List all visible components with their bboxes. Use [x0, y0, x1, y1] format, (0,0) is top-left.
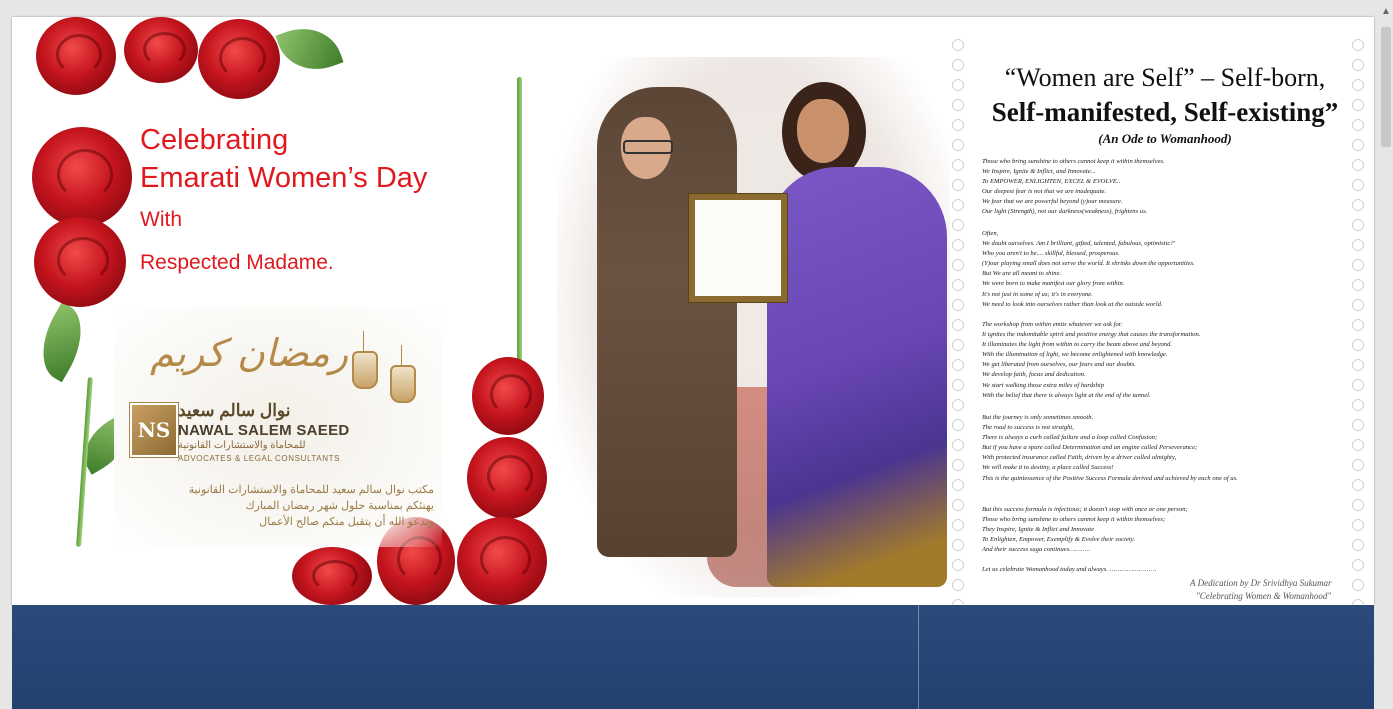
poem-stanza-6	[982, 565, 1352, 575]
rose-decoration	[457, 517, 547, 605]
heading-line-2: Emarati Women’s Day	[140, 162, 428, 194]
poem-line: But We are all meant to shine.	[982, 270, 1062, 278]
poem-line: To EMPOWER, ENLIGHTEN, EXCEL & EVOLVE..	[982, 178, 1121, 186]
swirl-border-left	[950, 35, 966, 605]
glasses-icon	[623, 140, 673, 154]
poem-line: We Inspire, Ignite & Inflict, and Innovate...	[982, 168, 1096, 176]
poem-line: We will make it to destiny, a place called Success!	[982, 464, 1114, 472]
poem-line: Our deepest fear is not that we are inadequate.	[982, 188, 1107, 196]
rose-decoration	[124, 17, 198, 83]
rose-decoration	[36, 17, 116, 95]
greeting-line-1: مكتب نوال سالم سعيد للمحاماة والاستشارات القانونية	[188, 484, 434, 496]
poem-line: There is always a curb called failure and a loop called Confusion;	[982, 434, 1158, 442]
firm-tagline: ADVOCATES & LEGAL CONSULTANTS	[178, 454, 341, 463]
poem-line: We doubt ourselves. Am I brilliant, gifted, talented, fabulous, optimistic?'	[982, 240, 1175, 248]
poem-line: We need to look into ourselves rather than look at the outside world.	[982, 300, 1163, 308]
poem-subtitle: (An Ode to Womanhood)	[1098, 131, 1232, 146]
poem-stanza-3	[982, 320, 1352, 401]
person-face	[797, 99, 849, 163]
certificate-frame	[689, 194, 787, 302]
ramadan-greeting-card	[114, 307, 442, 547]
poem-line: We were born to make manifest our glory from within.	[982, 280, 1125, 288]
rose-decoration	[467, 437, 547, 519]
poem-line: We develop faith, focus and dedication.	[982, 371, 1086, 379]
poem-line: To Enlighten, Empower, Exemplify & Evolve their society.	[982, 536, 1135, 544]
rose-decoration	[32, 127, 132, 227]
lantern-icon	[390, 365, 416, 403]
greeting-line-3: وندعو الله أن يتقبل منكم صالح الأعمال	[259, 516, 434, 528]
poem-line: Often,	[982, 230, 999, 237]
firm-logo: NS	[130, 403, 178, 457]
heading-line-3: With	[140, 208, 182, 231]
rose-decoration	[472, 357, 544, 435]
scroll-up-arrow-icon[interactable]: ▲	[1381, 6, 1391, 17]
rose-decoration	[198, 19, 280, 99]
heading-line-1: Celebrating	[140, 124, 289, 156]
award-photo	[557, 57, 957, 597]
person-saree	[767, 167, 947, 587]
window-top-strip	[0, 0, 1393, 17]
poem-dedication: A Dedication by Dr Srividhya Sukumar	[1190, 578, 1332, 588]
poem-line: With the illumination of light, we become enlightened with knowledge.	[982, 351, 1168, 359]
leaf-decoration	[275, 17, 343, 81]
ramadan-kareem-calligraphy: رمضان كريم	[150, 331, 349, 375]
greeting-line-2: يهنئكم بمناسبة حلول شهر رمضان المبارك	[245, 500, 434, 512]
slide-bottom-band	[12, 605, 1374, 709]
firm-name-english: NAWAL SALEM SAEED	[178, 422, 350, 439]
poem-line: (Y)our playing small does not serve the world. It shrinks down the opportunities.	[982, 260, 1195, 268]
poem-line: With the belief that there is always light at the end of the tunnel.	[982, 391, 1151, 399]
poem-line: Let us celebrate Womanhood today and always. ……………………	[982, 566, 1157, 573]
poem-panel	[950, 35, 1368, 605]
rose-decoration	[34, 217, 126, 307]
poem-line: They Inspire, Ignite & Inflict and Innovate	[982, 526, 1095, 534]
poem-line: We start walking those extra miles of hardship	[982, 381, 1105, 389]
swirl-border-right	[1350, 35, 1366, 605]
slide-canvas[interactable]	[12, 17, 1374, 605]
poem-stanza-4	[982, 413, 1352, 484]
poem-line: Those who bring sunshine to others cannot keep it within themselves;	[982, 516, 1166, 524]
scrollbar-thumb[interactable]	[1381, 27, 1391, 147]
poem-title-line-1: “Women are Self” – Self-born,	[1004, 63, 1326, 92]
poem-line: But if you have a spare called Determination and an engine called Perseverance;	[982, 444, 1198, 452]
rose-decoration	[292, 547, 372, 605]
leaf-decoration	[27, 302, 97, 383]
poem-line: The road to success is not straight,	[982, 424, 1074, 432]
poem-line: And their success saga continues………..	[982, 546, 1091, 554]
poem-line: Our light (Strength), not our darkness(weakness), frightens us.	[982, 208, 1148, 216]
poem-line: Those who bring sunshine to others cannot keep it within themselves.	[982, 158, 1165, 165]
poem-line: It ignites the indomitable spirit and positive energy that causes the transformation.	[982, 331, 1201, 339]
poem-line: But this success formula is infectious; it doesn't stop with once or one person;	[982, 506, 1188, 513]
poem-stanza-5	[982, 505, 1352, 555]
poem-line: This is the quintessence of the Positive Success Formula derived and achieved by each one of us.	[982, 474, 1238, 482]
poem-line: It illuminates the light from within to carry the beam above and beyond.	[982, 341, 1173, 349]
poem-line: But the journey is only sometimes smooth.	[982, 414, 1094, 421]
poem-line: The workshop from within emits whatever we ask for.	[982, 321, 1123, 328]
lantern-icon	[352, 351, 378, 389]
band-divider	[918, 605, 919, 709]
poem-dedication-subtitle: "Celebrating Women & Womanhood"	[1196, 591, 1332, 601]
poem-stanza-2	[982, 229, 1352, 310]
poem-line: Who you aren't to be.... skillful, blessed, prosperous.	[982, 250, 1120, 258]
poem-line: With protected insurance called Faith, driven by a driver called almighty,	[982, 454, 1177, 462]
poem-line: It's not just in some of us; it's in everyone.	[982, 290, 1093, 298]
poem-title-line-2: Self-manifested, Self-existing”	[991, 97, 1339, 127]
firm-name-arabic: نوال سالم سعيد	[178, 401, 291, 420]
heading-line-4: Respected Madame.	[140, 251, 334, 274]
firm-subtitle-arabic: للمحاماة والاستشارات القانونية	[178, 440, 306, 451]
poem-stanza-1	[982, 157, 1352, 218]
poem-line: We get liberated from ourselves, our fears and our doubts.	[982, 361, 1136, 369]
rose-stem	[517, 77, 522, 377]
poem-line: We fear that we are powerful beyond (y)our measure.	[982, 198, 1123, 206]
